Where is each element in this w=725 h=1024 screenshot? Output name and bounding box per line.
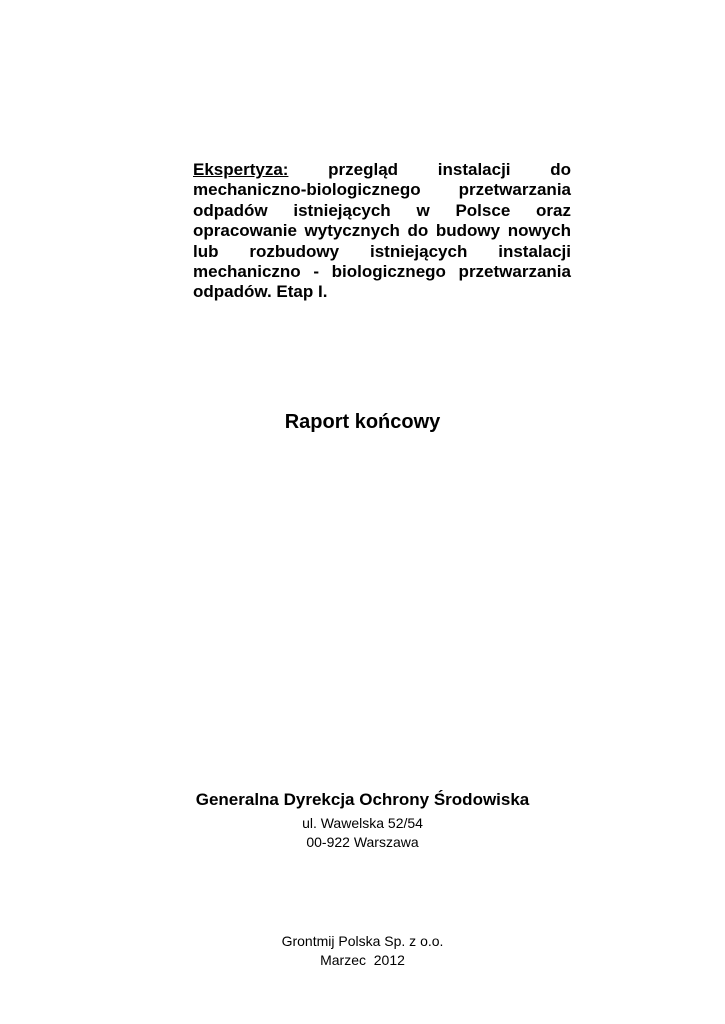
client-address [0, 814, 725, 852]
client-name: Generalna Dyrekcja Ochrony Środowiska [195, 790, 530, 809]
title-line-3: odpadów istniejących w Polsce oraz [193, 200, 571, 220]
title-line-2: mechaniczno-biologicznego przetwarzania [193, 180, 571, 200]
title-line-7: odpadów. Etap I. [193, 282, 328, 302]
document-date: Marzec 2012 [320, 952, 405, 968]
expertise-label: Ekspertyza: [193, 160, 289, 179]
title-line-6: mechaniczno - biologicznego przetwarzania [193, 262, 571, 282]
report-heading: Raport końcowy [284, 411, 441, 433]
company-name: Grontmij Polska Sp. z o.o. [281, 933, 444, 949]
client-street: ul. Wawelska 52/54 [302, 815, 423, 831]
client-city: 00-922 Warszawa [306, 834, 419, 850]
expertise-title-block [193, 160, 571, 303]
title-line-4: opracowanie wytycznych do budowy nowych [193, 221, 571, 241]
client-block [0, 789, 725, 852]
title-line-1-text: przegląd instalacji do [328, 160, 571, 179]
title-line-5: lub rozbudowy istniejących instalacji [193, 241, 571, 261]
title-line-1 [193, 160, 571, 180]
footer-block [0, 932, 725, 970]
